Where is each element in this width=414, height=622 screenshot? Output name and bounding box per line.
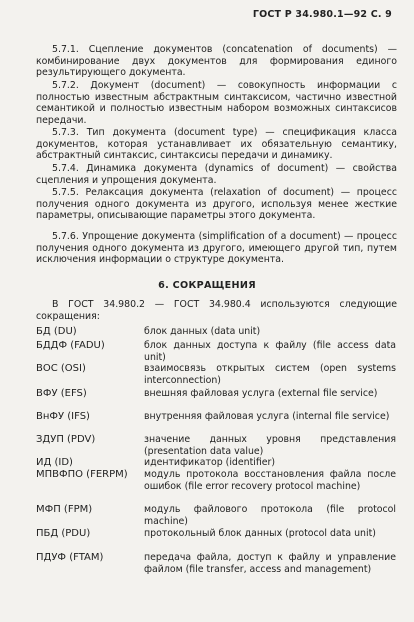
abbreviation-definition: значение данных уровня представления (presentation data value) bbox=[144, 434, 396, 457]
abbreviation-definition: блок данных доступа к файлу (file access data unit) bbox=[144, 340, 396, 363]
abbreviation-definition: блок данных (data unit) bbox=[144, 326, 261, 337]
abbreviation-term: ПБД (PDU) bbox=[36, 528, 91, 539]
page-header: ГОСТ Р 34.980.1—92 С. 9 bbox=[252, 9, 392, 20]
abbreviation-definition: протокольный блок данных (protocol data unit) bbox=[144, 528, 376, 539]
section-title: 6. СОКРАЩЕНИЯ bbox=[158, 280, 256, 291]
abbreviation-term: БДДФ (FADU) bbox=[36, 340, 105, 351]
abbreviation-definition: модуль протокола восстановления файла после ошибок (file error recovery protocol machine) bbox=[144, 469, 396, 492]
abbreviation-term: ВнФУ (IFS) bbox=[36, 411, 90, 422]
abbreviation-term: БД (DU) bbox=[36, 326, 77, 337]
definition-5-7-4: 5.7.4. Динамика документа (dynamics of document) — свойства сцепления и упрощения документа. bbox=[36, 163, 397, 186]
definition-5-7-3: 5.7.3. Тип документа (document type) — спецификация класса документов, которая устанавливает их обязательную семантику, абстрактный синтаксис, синтаксисы передачи и динамику. bbox=[36, 127, 397, 162]
abbreviation-definition: передача файла, доступ к файлу и управление файлом (file transfer, access and management) bbox=[144, 552, 396, 575]
abbreviation-term: МФП (FPM) bbox=[36, 504, 93, 515]
abbreviation-definition: внутренняя файловая услуга (internal file service) bbox=[144, 411, 390, 422]
abbreviation-definition: идентификатор (identifier) bbox=[144, 457, 276, 468]
definition-5-7-5: 5.7.5. Релаксация документа (relaxation of document) — процесс получения одного документа из другого, используя менее жесткие параметры, описывающие параметры этого документа. bbox=[36, 187, 397, 222]
abbreviation-term: ИД (ID) bbox=[36, 457, 73, 468]
abbreviation-definition: взаимосвязь открытых систем (open systems interconnection) bbox=[144, 363, 396, 386]
definition-5-7-1: 5.7.1. Сцепление документов (concatenation of documents) — комбинирование двух документов для формирования единого результирующего документа. bbox=[36, 44, 397, 79]
abbreviations-intro: В ГОСТ 34.980.2 — ГОСТ 34.980.4 используются следующие сокращения: bbox=[36, 299, 397, 322]
abbreviation-term: ВФУ (EFS) bbox=[36, 388, 87, 399]
abbreviation-term: ЗДУП (PDV) bbox=[36, 434, 96, 445]
definition-5-7-2: 5.7.2. Документ (document) — совокупность информации с полностью известным абстрактным синтаксисом, частично известной семантикой и полностью известным набором возможных синтаксисов передачи. bbox=[36, 80, 397, 126]
abbreviation-term: МПВФПО (FERPM) bbox=[36, 469, 128, 480]
definition-5-7-6: 5.7.6. Упрощение документа (simplification of a document) — процесс получения одного документа из другого, имеющего другой тип, путем исключения информации о структуре документа. bbox=[36, 231, 397, 266]
abbreviation-term: ПДУФ (FTAM) bbox=[36, 552, 104, 563]
abbreviation-term: ВОС (OSI) bbox=[36, 363, 86, 374]
abbreviation-definition: внешняя файловая услуга (external file service) bbox=[144, 388, 378, 399]
abbreviation-definition: модуль файлового протокола (file protocol machine) bbox=[144, 504, 396, 527]
